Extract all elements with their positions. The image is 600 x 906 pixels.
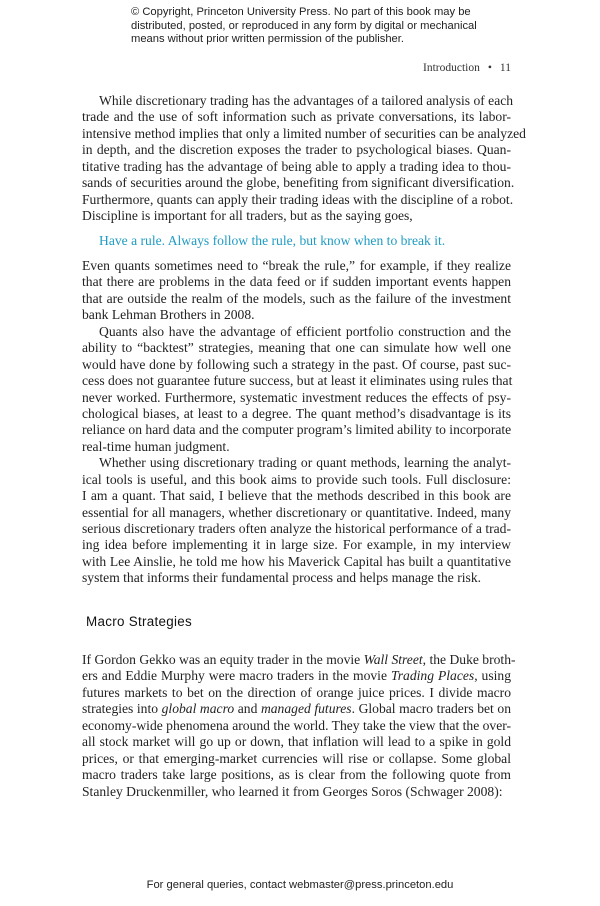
italic-text: Trading Places bbox=[390, 668, 475, 684]
text-line: chological biases, at least to a degree. The quant method’s disadvantage is its bbox=[82, 405, 511, 421]
section-heading: Macro Strategies bbox=[86, 614, 193, 629]
text-line: prices, or that emerging-market currencies will rise or collapse. Some global bbox=[82, 750, 511, 766]
text-line: futures markets to bet on the direction of orange juice prices. I divide macro bbox=[82, 684, 511, 700]
text-line: Even quants sometimes need to “break the rule,” for example, if they realize bbox=[82, 258, 511, 273]
pull-quote: Have a rule. Always follow the rule, but know when to break it. bbox=[99, 233, 446, 248]
text-line: trade and the use of soft information such as private conversations, its labor- bbox=[82, 109, 511, 125]
paragraph bbox=[82, 258, 511, 324]
text-line: sands of securities around the globe, benefiting from significant diversification. bbox=[82, 175, 515, 191]
text-line: Discipline is important for all traders, but as the saying goes, bbox=[82, 208, 413, 224]
body-text-block bbox=[82, 652, 516, 800]
text-line: in depth, and the discretion exposes the trader to psychological biases. Quan- bbox=[82, 142, 511, 158]
text-line: that there are problems in the data feed or if sudden important events happen bbox=[82, 274, 511, 290]
text-line: essential for all managers, whether discretionary or quantitative. Indeed, many bbox=[82, 504, 511, 520]
text-line: system that informs their fundamental process and helps manage the risk. bbox=[82, 570, 482, 586]
text-segment: , using bbox=[474, 668, 511, 684]
text-line bbox=[82, 668, 511, 684]
text-line: never worked. Furthermore, systematic investment reduces the effects of psy- bbox=[82, 389, 511, 405]
text-line: titative trading has the advantage of being able to apply a trading idea to thou- bbox=[82, 158, 511, 174]
text-line: Stanley Druckenmiller, who learned it from Georges Soros (Schwager 2008): bbox=[82, 783, 503, 799]
text-segment: If Gordon Gekko was an equity trader in the movie bbox=[82, 652, 364, 667]
body-text-block bbox=[82, 258, 511, 587]
italic-text: Wall Street bbox=[363, 652, 423, 667]
text-segment: and bbox=[234, 701, 261, 717]
text-segment: . Global macro traders bet on bbox=[351, 701, 511, 717]
text-line: all stock market will go up or down, that inflation will lead to a spike in gold bbox=[82, 734, 511, 750]
copyright-line: means without prior written permission of the publisher. bbox=[131, 33, 404, 46]
text-line: macro traders take large positions, as is clear from the following quote from bbox=[82, 767, 511, 783]
text-line: ability to “backtest” strategies, meaning that one can simulate how well one bbox=[82, 340, 511, 356]
text-line: ical tools is useful, and this book aims to provide such tools. Full disclosure: bbox=[82, 471, 511, 487]
italic-text: managed futures bbox=[260, 701, 352, 717]
text-line: bank Lehman Brothers in 2008. bbox=[82, 307, 255, 323]
copyright-notice bbox=[131, 6, 491, 47]
text-line: serious discretionary traders often analyze the historical performance of a trad- bbox=[82, 521, 511, 536]
text-line: intensive method implies that only a limited number of securities can be analyzed bbox=[82, 125, 526, 141]
text-line bbox=[82, 701, 511, 717]
text-line bbox=[82, 652, 516, 668]
text-line: would have done by following such a strategy in the past. Of course, past suc- bbox=[82, 356, 511, 372]
text-line: Whether using discretionary trading or quant methods, learning the analyt- bbox=[99, 455, 511, 471]
text-line: cess does not guarantee future success, but at least it eliminates using rules that bbox=[82, 373, 513, 389]
text-line: ing idea before implementing it in large size. For example, in my interview bbox=[82, 537, 511, 553]
running-head bbox=[423, 62, 511, 74]
copyright-line: © Copyright, Princeton University Press. No part of this book may be bbox=[131, 6, 471, 18]
section-title: Introduction bbox=[423, 62, 480, 74]
text-line: While discretionary trading has the advantages of a tailored analysis of each bbox=[99, 93, 514, 108]
copyright-line: distributed, posted, or reproduced in any form by digital or mechanical bbox=[131, 19, 477, 32]
text-line: Quants also have the advantage of efficient portfolio construction and the bbox=[99, 323, 511, 339]
separator: • bbox=[487, 62, 492, 74]
italic-text: global macro bbox=[161, 701, 235, 717]
text-line: with Lee Ainslie, he told me how his Maverick Capital has built a quantitative bbox=[82, 553, 511, 569]
text-line: reliance on hard data and the computer program’s limited ability to incorporate bbox=[82, 422, 512, 438]
paragraph bbox=[82, 652, 516, 800]
text-line: economy-wide phenomena around the world. They take the view that the over- bbox=[82, 717, 512, 733]
paragraph bbox=[82, 93, 526, 225]
text-line: that are outside the realm of the models, such as the failure of the investment bbox=[82, 290, 511, 306]
text-line: Furthermore, quants can apply their trading ideas with the discipline of a robot. bbox=[82, 191, 514, 207]
paragraph bbox=[82, 455, 511, 587]
footer-contact: For general queries, contact webmaster@press.princeton.edu bbox=[146, 879, 454, 891]
text-line: I am a quant. That said, I believe that the methods described in this book are bbox=[82, 488, 511, 504]
body-text-block bbox=[82, 93, 526, 225]
text-line: real-time human judgment. bbox=[82, 438, 230, 454]
paragraph bbox=[82, 324, 511, 456]
page-number: 11 bbox=[499, 62, 511, 74]
text-segment: , the Duke broth- bbox=[422, 652, 516, 667]
text-segment: ers and Eddie Murphy were macro traders in the movie bbox=[82, 668, 391, 684]
text-segment: strategies into bbox=[82, 701, 162, 717]
